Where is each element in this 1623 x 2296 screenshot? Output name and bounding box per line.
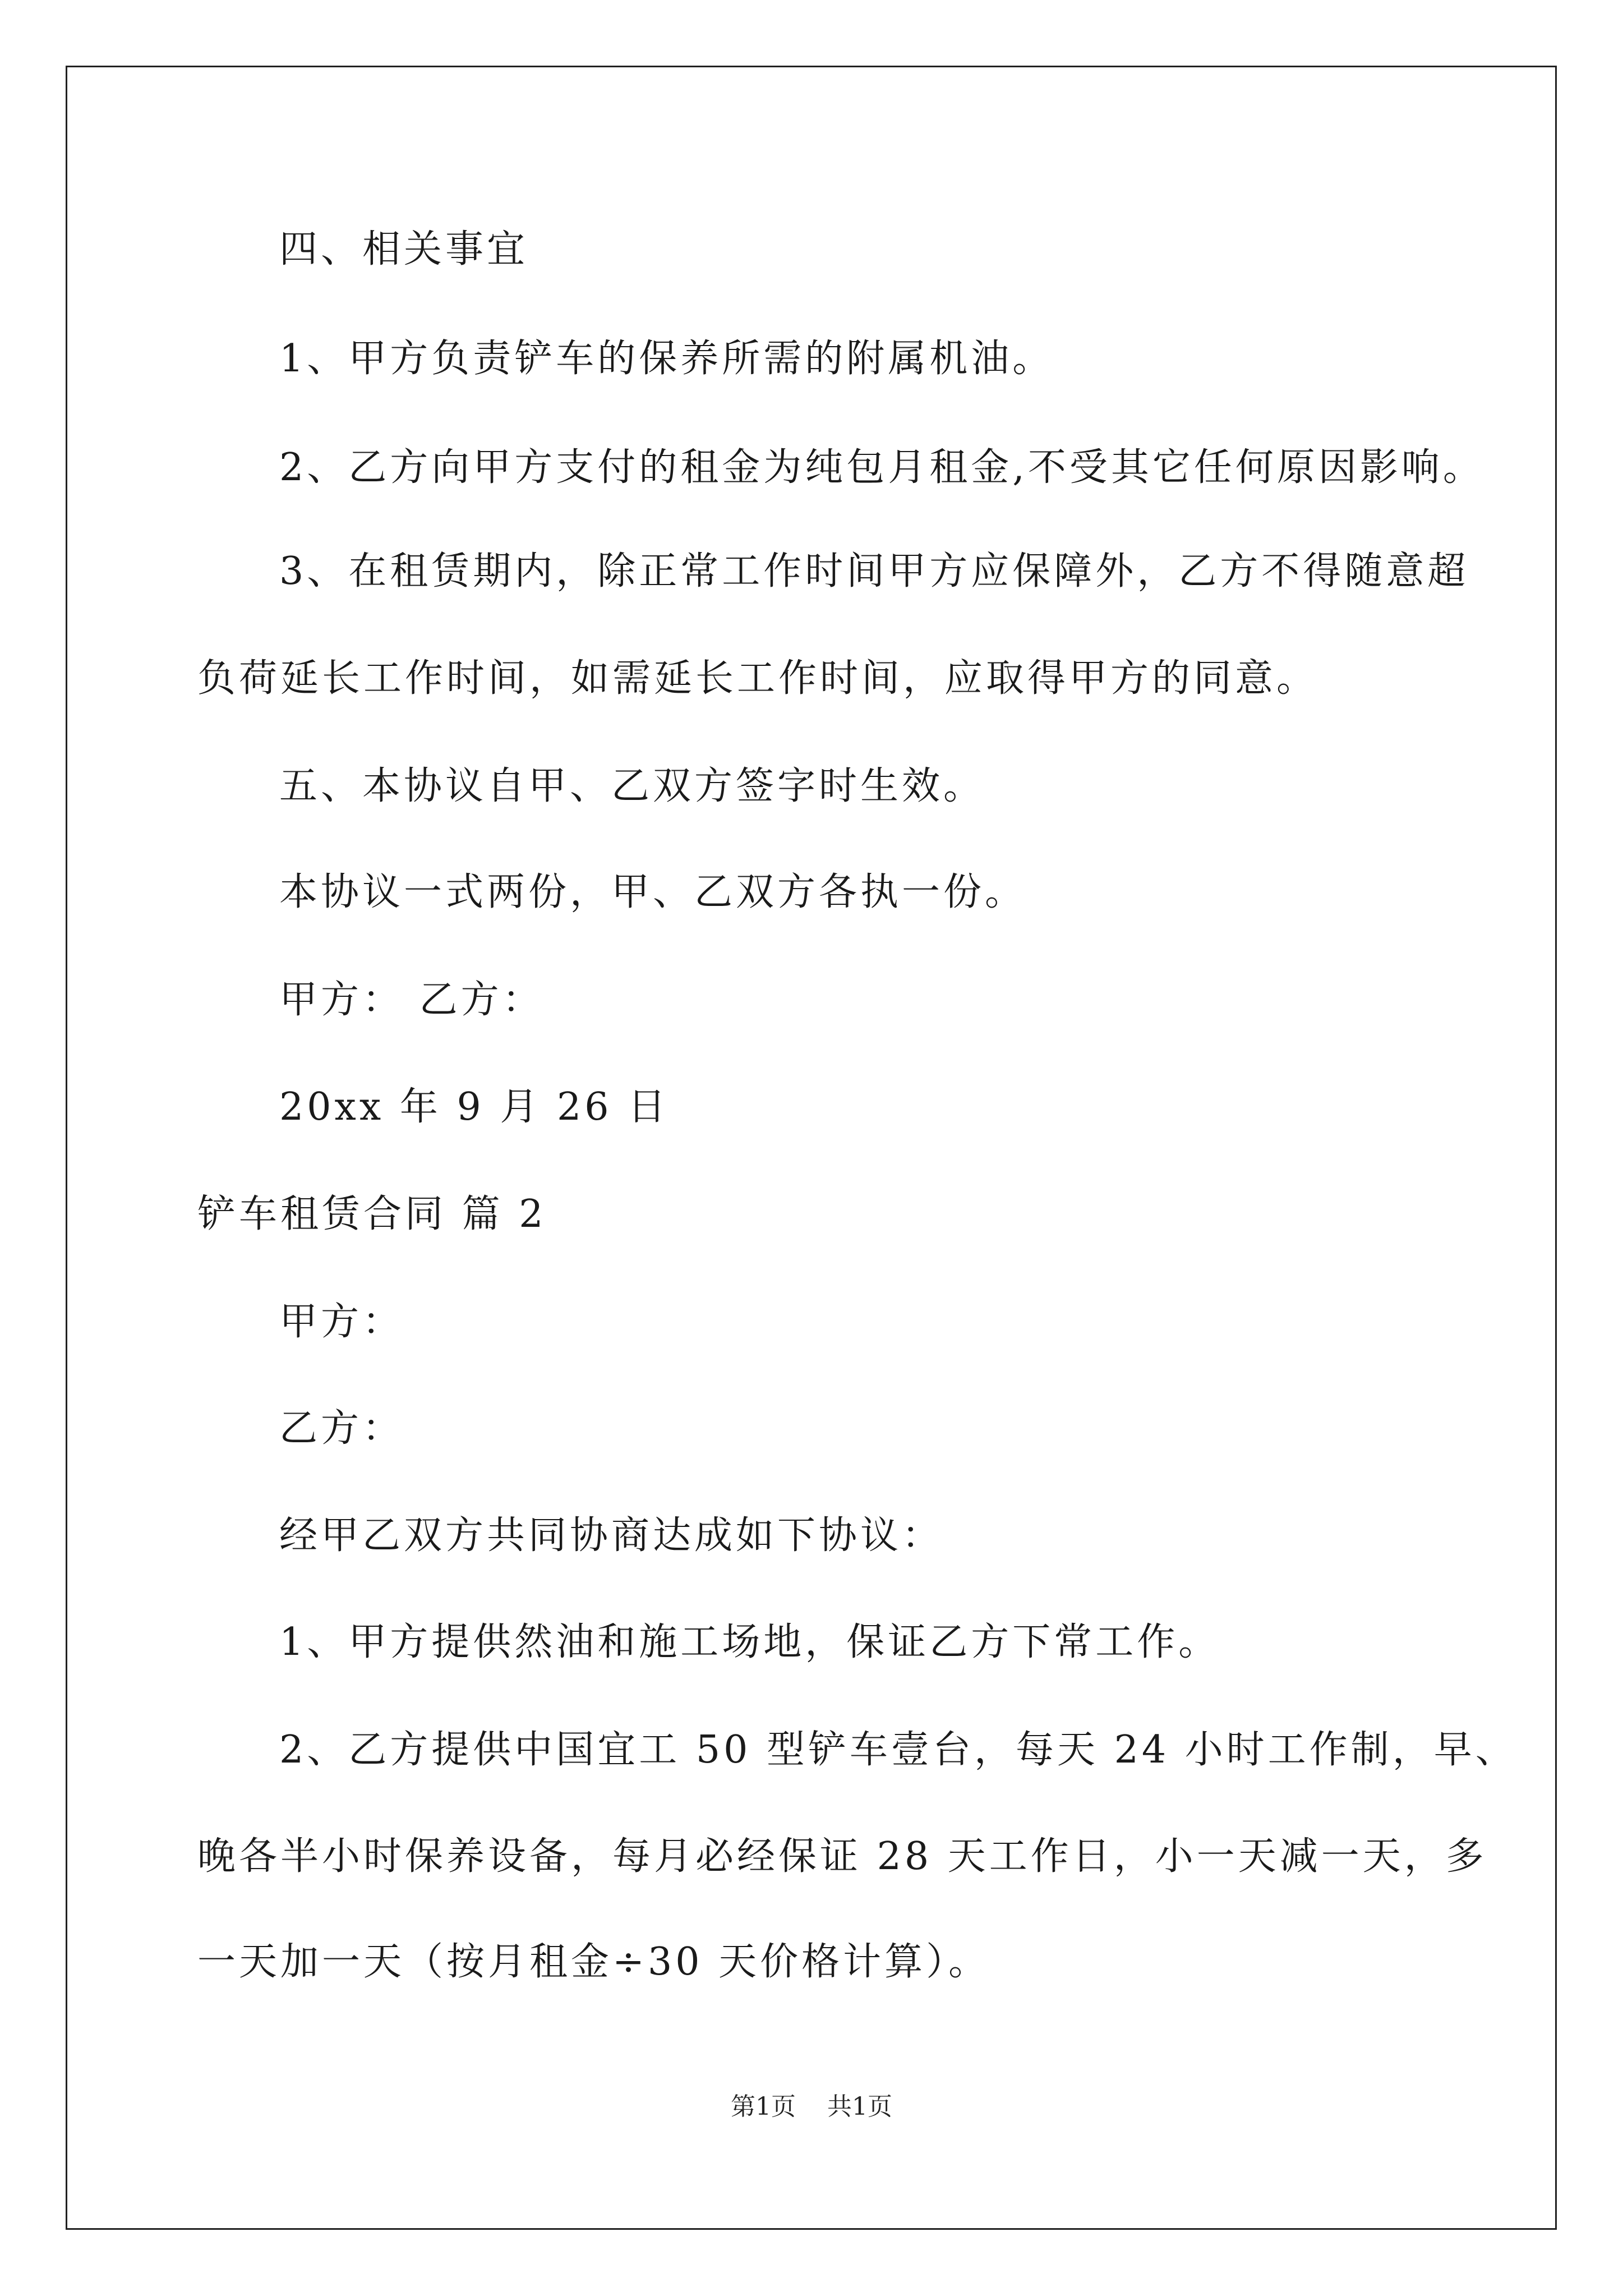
clause-line-continued: 一天加一天（按月租金÷30 天价格计算）。 [197,1940,990,1984]
clause-line: 1、甲方负责铲车的保养所需的附属机油。 [279,337,1054,381]
page-total: 共1页 [827,2092,892,2121]
signature-line: 甲方： 乙方： [279,978,544,1022]
agreement-intro: 经甲乙双方共同协商达成如下协议： [279,1513,944,1558]
clause-line: 2、乙方向甲方支付的租金为纯包月租金,不受其它任何原因影响。 [279,445,1484,490]
clause-line-continued: 晚各半小时保养设备，每月必经保证 28 天工作日，小一天减一天，多 [197,1834,1487,1879]
section-heading-effective: 五、本协议自甲、乙双方签字时生效。 [279,764,985,808]
date-line: 20xx 年 9 月 26 日 [279,1085,670,1129]
contract-title: 铲车租赁合同 篇 2 [197,1192,547,1236]
clause-line-continued: 负荷延长工作时间，如需延长工作时间，应取得甲方的同意。 [197,656,1318,701]
copies-statement: 本协议一式两份，甲、乙双方各执一份。 [279,870,1027,914]
clause-line: 1、甲方提供然油和施工场地，保证乙方下常工作。 [279,1620,1220,1664]
clause-line: 2、乙方提供中国宜工 50 型铲车壹台，每天 24 小时工作制，早、 [279,1728,1517,1772]
page-footer [0,2091,1623,2123]
section-heading-related-matters: 四、相关事宜 [279,227,529,272]
clause-line: 3、在租赁期内，除正常工作时间甲方应保障外，乙方不得随意超 [279,549,1469,593]
page-number: 第1页 [731,2092,796,2121]
party-a-line: 甲方： [279,1300,404,1344]
party-b-line: 乙方： [279,1406,404,1451]
page-border [66,66,1557,2230]
